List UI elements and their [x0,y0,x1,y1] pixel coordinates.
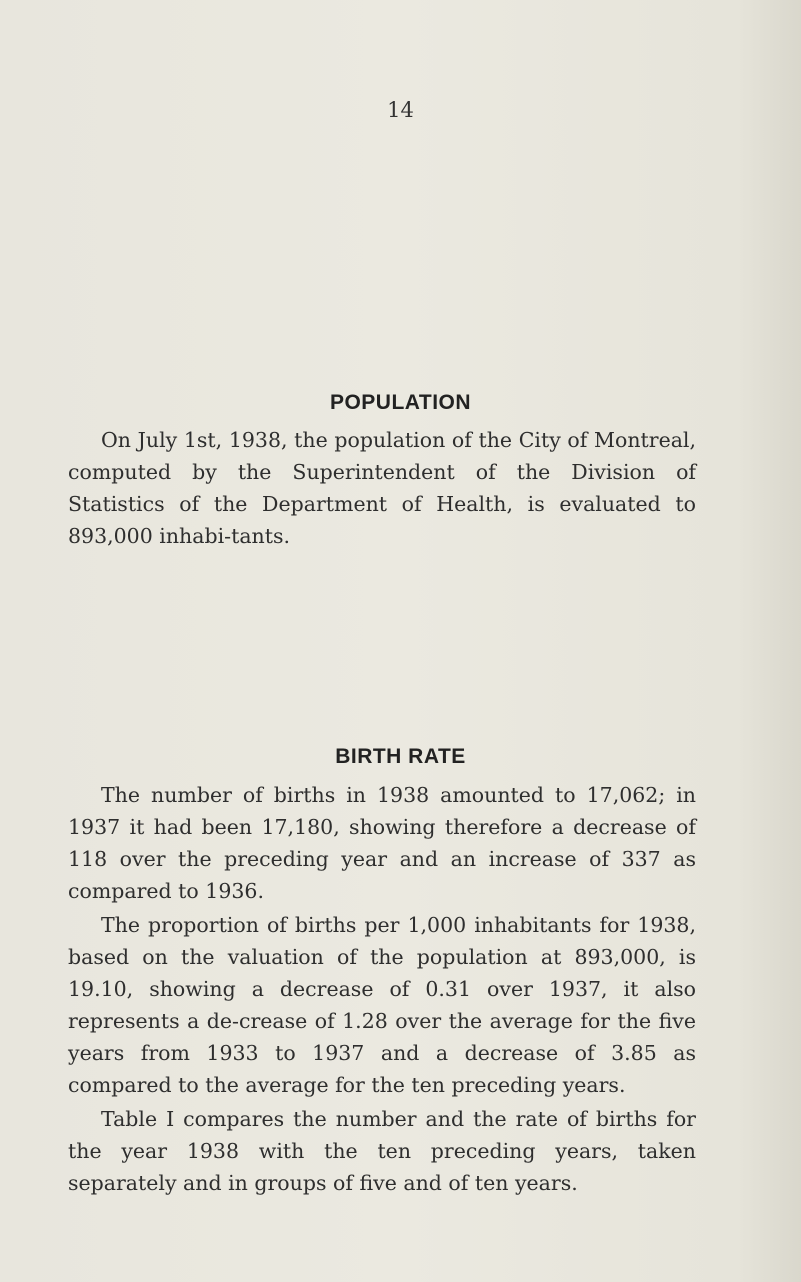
birth-rate-paragraph-3: Table I compares the number and the rate of births for the year 1938 with the ten preceding years, taken separately and in groups of five and of ten years. [68,1107,696,1195]
page-number: 14 [387,98,414,122]
population-heading: POPULATION [329,391,472,414]
population-paragraph: On July 1st, 1938, the population of the City of Montreal, computed by the Superintendent of the Division of Statistics of the Department of Health, is evaluated to 893,000 inhabi-tants. [68,428,696,548]
birth-rate-paragraph-1: The number of births in 1938 amounted to 17,062; in 1937 it had been 17,180, showing therefore a decrease of 118 over the preceding year and an increase of 337 as compared to 1936. [68,783,696,903]
birth-rate-paragraph-2: The proportion of births per 1,000 inhabitants for 1938, based on the valuation of the population at 893,000, is 19.10, showing a decrease of 0.31 over 1937, it also represents a de-crease of 1.28 over the average for the five years from 1933 to 1937 and a decrease of 3.85 as compared to the average for the ten preceding years. [68,913,696,1097]
birth-rate-heading: BIRTH RATE [335,745,466,768]
